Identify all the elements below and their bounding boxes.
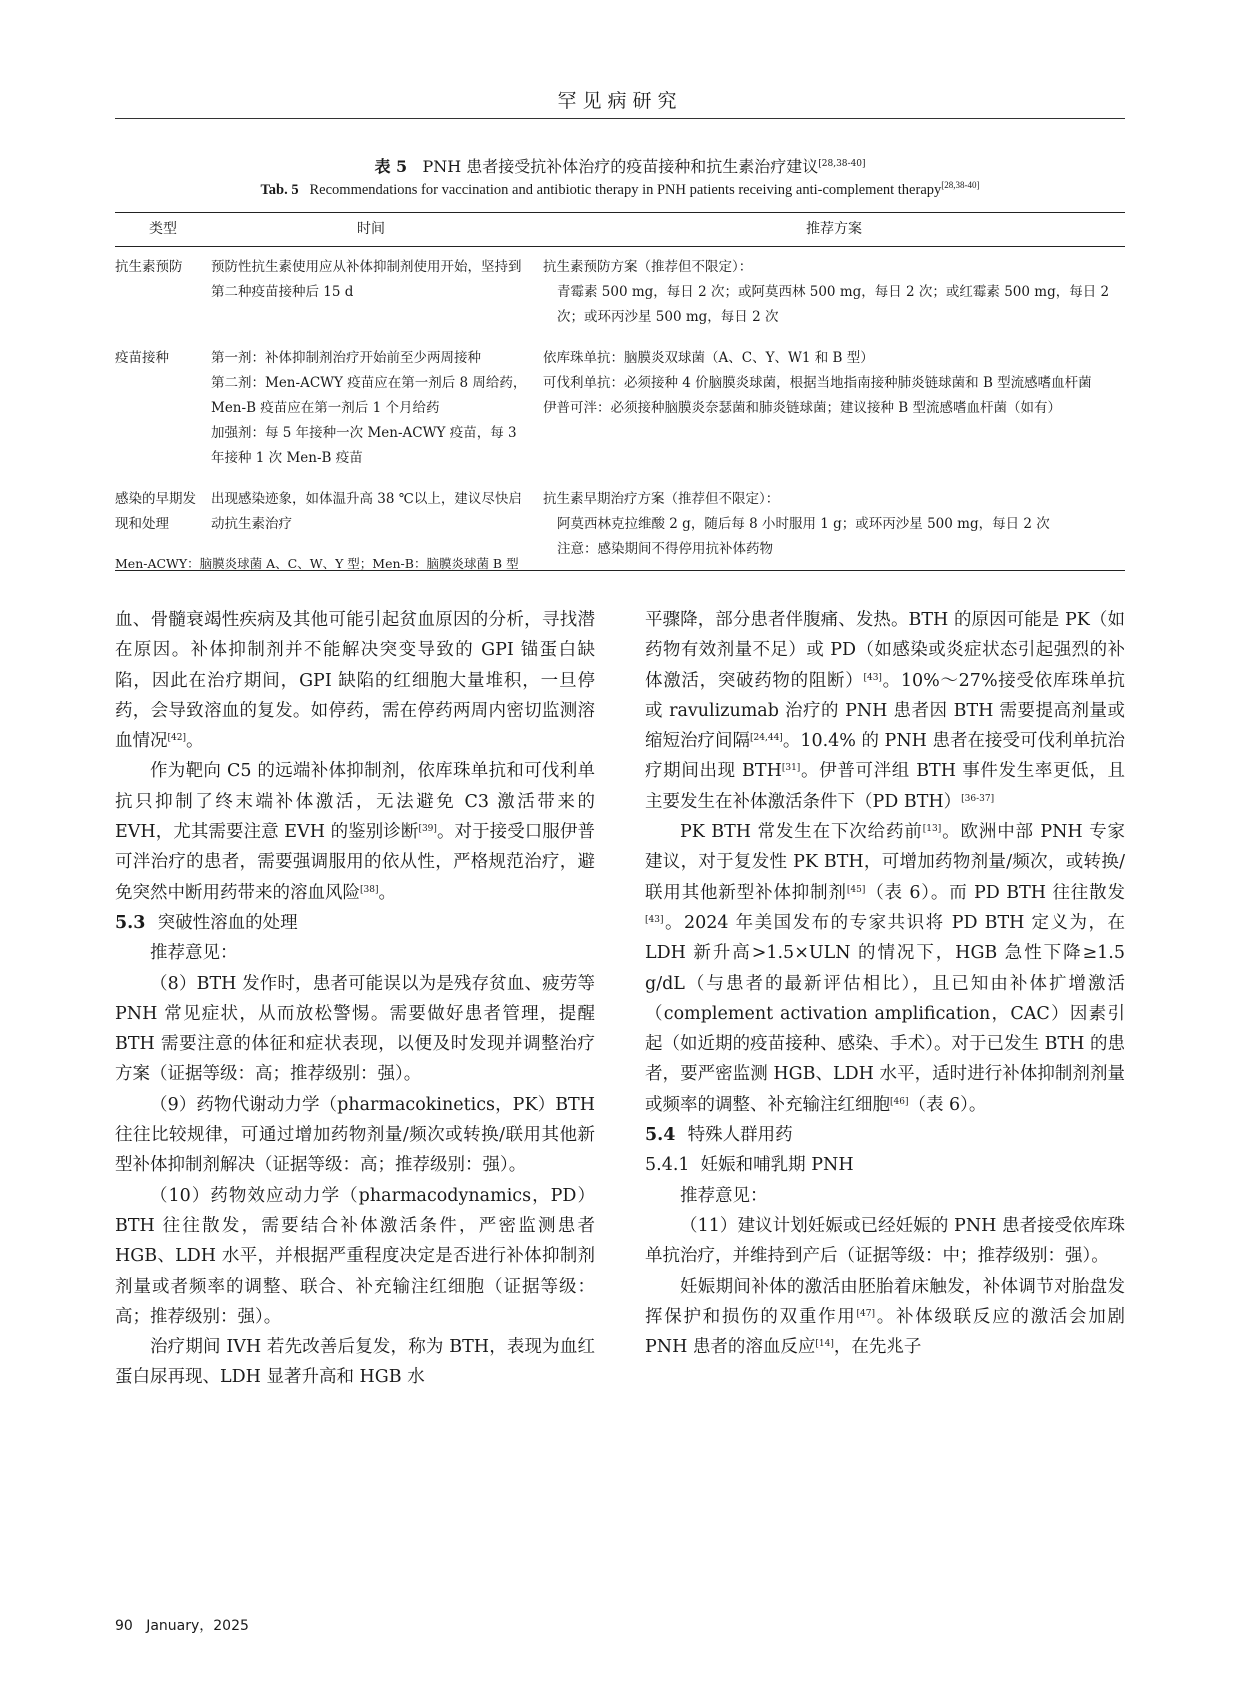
citation: [28,38-40] xyxy=(818,159,866,169)
cell-line: 加强剂：每 5 年接种一次 Men-ACWY 疫苗，每 3 年接种 1 次 Men-B 疫苗 xyxy=(211,425,517,466)
cell-line: 可伐利单抗：必须接种 4 价脑膜炎球菌，根据当地指南接种肺炎链球菌和 B 型流感嗜血杆菌 xyxy=(543,375,1092,391)
citation: [46] xyxy=(890,1096,909,1107)
cell-line: 伊普可泮：必须接种脑膜炎奈瑟菌和肺炎链球菌；建议接种 B 型流感嗜血杆菌（如有） xyxy=(543,400,1062,416)
table-label-en: Tab. 5 xyxy=(260,182,299,198)
paragraph: 妊娠期间补体的激活由胚胎着床触发，补体调节对胎盘发挥保护和损伤的双重作用[47]。补体级联反应的激活会加剧 PNH 患者的溶血反应[14]，在先兆子 xyxy=(645,1276,1126,1358)
cell-line: 第一剂：补体抑制剂治疗开始前至少两周接种 xyxy=(211,350,481,366)
recommendation-table xyxy=(115,212,1125,571)
table-row xyxy=(115,338,1125,479)
cell-line: 依库珠单抗：脑膜炎双球菌（A、C、Y、W1 和 B 型） xyxy=(543,350,874,366)
cell-line: 抗生素早期治疗方案（推荐但不限定）： xyxy=(543,491,780,507)
citation: [24,44] xyxy=(750,733,783,744)
citation: [43] xyxy=(645,914,664,925)
cell-line: 抗生素预防方案（推荐但不限定）： xyxy=(543,259,753,275)
paragraph: （8）BTH 发作时，患者可能误以为是残存贫血、疲劳等 PNH 常见症状，从而放松警惕。需要做好患者管理，提醒 BTH 需要注意的体征和症状表现，以便及时发现并调整治疗方案（证据等级：高；推荐级别：强）。 xyxy=(115,973,595,1085)
left-column xyxy=(115,605,595,1393)
cell-type: 抗生素预防 xyxy=(115,259,183,275)
page-number: 90 xyxy=(115,1618,133,1634)
paragraph: 推荐意见： xyxy=(150,943,238,964)
cell-line: 注意：感染期间不得停用抗补体药物 xyxy=(557,541,773,557)
right-column xyxy=(645,605,1125,1362)
journal-header: 罕见病研究 xyxy=(557,90,683,112)
cell-type: 感染的早期发现和处理 xyxy=(115,479,211,571)
citation: [39] xyxy=(418,824,437,835)
cell-time xyxy=(211,338,543,479)
citation: [42] xyxy=(167,733,186,744)
cell-plan xyxy=(543,247,1125,339)
column-header-plan: 推荐方案 xyxy=(543,213,1125,247)
paragraph: PK BTH 常发生在下次给药前[13]。欧洲中部 PNH 专家建议，对于复发性 PK BTH，可增加药物剂量/频次，或转换/联用其他新型补体抑制剂[45]（表 6）。而 PD BTH 往往散发[43]。2024 年美国发布的专家共识将 PD BTH 定义为，在 LDH 新升高>1.5×ULN 的情况下，HGB 急性下降≥1.5 g/dL（与患者的最新评估相比），且已知由补体扩增激活（complement activation amplification，CAC）因素引起（如近期的疫苗接种、感染、手术）。对于已发生 BTH 的患者，要严密监测 HGB、LDH 水平，适时进行补体抑制剂剂量或频率的调整、补充输注红细胞[46]（表 6）。 xyxy=(645,822,1126,1115)
paragraph: （10）药物效应动力学（pharmacodynamics，PD）BTH 往往散发，需要结合补体激活条件，严密监测患者 HGB、LDH 水平，并根据严重程度决定是否进行补体抑制剂剂量或者频率的调整、联合、补充输注红细胞（证据等级：高；推荐级别：强）。 xyxy=(115,1185,595,1327)
paragraph: 作为靶向 C5 的远端补体抑制剂，依库珠单抗和可伐利单抗只抑制了终末端补体激活，无法避免 C3 激活带来的 EVH，尤其需要注意 EVH 的鉴别诊断[39]。对于接受口服伊普可泮治疗的患者，需要强调服用的依从性，严格规范治疗，避免突然中断用药带来的溶血风险[38]。 xyxy=(115,761,595,903)
citation: [47] xyxy=(856,1308,876,1319)
cell-line: 青霉素 500 mg，每日 2 次；或阿莫西林 500 mg，每日 2 次；或红霉素 500 mg，每日 2 次；或环丙沙星 500 mg，每日 2 次 xyxy=(557,284,1110,325)
header-rule xyxy=(115,118,1125,119)
page-footer xyxy=(115,1615,249,1635)
paragraph: （9）药物代谢动力学（pharmacokinetics，PK）BTH 往往比较规律，可通过增加药物剂量/频次或转换/联用其他新型补体抑制剂解决（证据等级：高；推荐级别：强）。 xyxy=(115,1094,595,1176)
citation: [13] xyxy=(922,824,942,835)
paragraph: 血、骨髓衰竭性疾病及其他可能引起贫血原因的分析，寻找潜在原因。补体抑制剂并不能解决突变导致的 GPI 锚蛋白缺陷，因此在治疗期间，GPI 缺陷的红细胞大量堆积，一旦停药，会导致溶血的复发。如停药，需在停药两周内密切监测溶血情况[42]。 xyxy=(115,610,595,752)
subsection-heading: 5.4.1 妊娠和哺乳期 PNH xyxy=(645,1155,854,1176)
citation: [14] xyxy=(815,1339,834,1350)
paragraph: （11）建议计划妊娠或已经妊娠的 PNH 患者接受依库珠单抗治疗，并维持到产后（证据等级：中；推荐级别：强）。 xyxy=(645,1215,1125,1267)
table-header-row xyxy=(115,213,1125,247)
cell-line: 第二剂：Men-ACWY 疫苗应在第一剂后 8 周给药，Men-B 疫苗应在第一剂后 1 个月给药 xyxy=(211,375,527,416)
citation: [38] xyxy=(360,884,379,895)
table-title-en: Recommendations for vaccination and antibiotic therapy in PNH patients receiving anti-complement therapy xyxy=(309,182,942,198)
citation: [43] xyxy=(863,672,882,683)
cell-line: 出现感染迹象，如体温升高 38 ℃以上，建议尽快启动抗生素治疗 xyxy=(211,491,522,532)
cell-plan xyxy=(543,479,1125,571)
cell-time xyxy=(211,247,543,339)
citation: [31] xyxy=(781,763,801,774)
citation: [45] xyxy=(846,884,866,895)
cell-plan xyxy=(543,338,1125,479)
paragraph: 平骤降，部分患者伴腹痛、发热。BTH 的原因可能是 PK（如药物有效剂量不足）或 PD（如感染或炎症状态引起强烈的补体激活，突破药物的阻断）[43]。10%～27%接受依库珠单抗或 ravulizumab 治疗的 PNH 患者因 BTH 需要提高剂量或缩短治疗间隔[24,44]。10.4% 的 PNH 患者在接受可伐利单抗治疗期间出现 BTH[31]。伊普可泮组 BTH 事件发生率更低，且主要发生在补体激活条件下（PD BTH）[36-37] xyxy=(645,610,1126,812)
cell-line: 预防性抗生素使用应从补体抑制剂使用开始，坚持到第二种疫苗接种后 15 d xyxy=(211,259,522,300)
table-footnote: Men-ACWY：脑膜炎球菌 A、C、W、Y 型；Men-B：脑膜炎球菌 B 型 xyxy=(115,556,519,571)
section-heading: 5.3 突破性溶血的处理 xyxy=(115,912,298,933)
table-title-zh: PNH 患者接受抗补体治疗的疫苗接种和抗生素治疗建议 xyxy=(422,157,819,176)
table-label-zh: 表 5 xyxy=(374,157,408,176)
citation: [28,38-40] xyxy=(941,180,980,190)
cell-line: 阿莫西林克拉维酸 2 g，随后每 8 小时服用 1 g；或环丙沙星 500 mg，每日 2 次 xyxy=(557,516,1050,532)
paragraph: 推荐意见： xyxy=(680,1185,768,1206)
issue-date: January，2025 xyxy=(146,1618,249,1634)
table-row xyxy=(115,247,1125,339)
citation: [36-37] xyxy=(961,793,995,804)
section-heading: 5.4 特殊人群用药 xyxy=(645,1125,793,1146)
table-caption-zh xyxy=(115,154,1125,177)
column-header-time: 时间 xyxy=(211,213,543,247)
table-caption-en xyxy=(115,182,1125,199)
column-header-type: 类型 xyxy=(115,213,211,247)
paragraph: 治疗期间 IVH 若先改善后复发，称为 BTH，表现为血红蛋白尿再现、LDH 显著升高和 HGB 水 xyxy=(115,1337,595,1388)
cell-type: 疫苗接种 xyxy=(115,350,169,366)
